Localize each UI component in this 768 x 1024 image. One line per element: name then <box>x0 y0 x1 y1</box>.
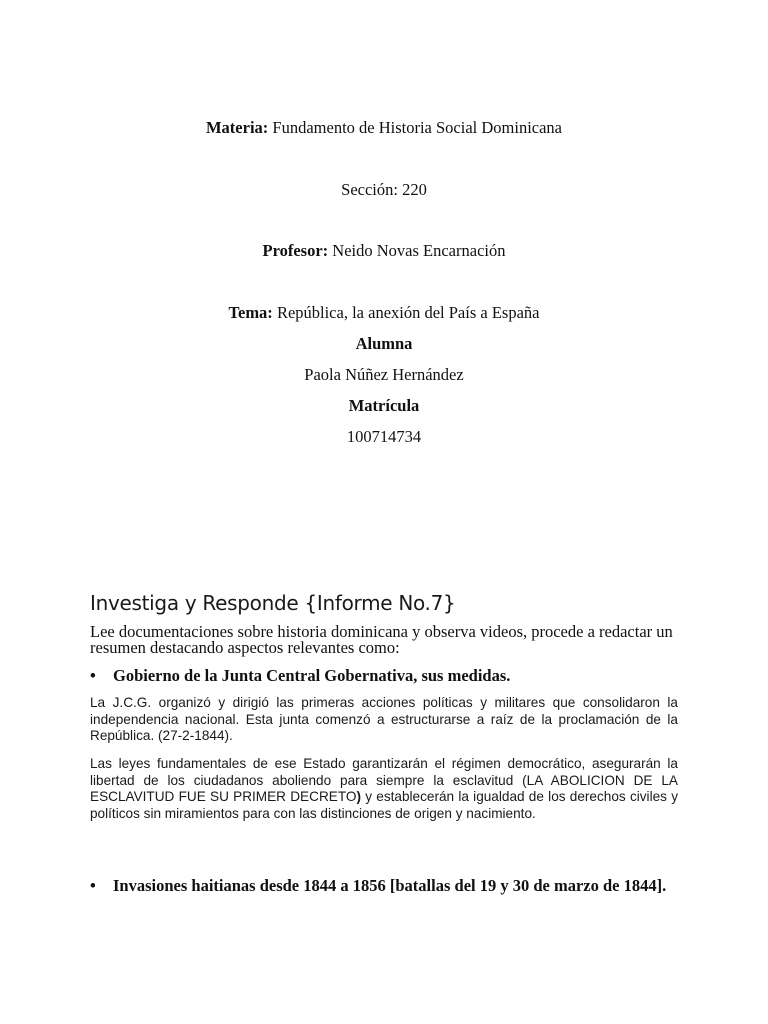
alumna-value: Paola Núñez Hernández <box>304 365 464 384</box>
paragraph-leyes <box>90 756 678 822</box>
paragraph-leyes-paren: ) <box>356 789 361 804</box>
paragraph-leyes-part1: Las leyes fundamentales de ese Estado garantizarán el régimen democrático, asegurarán la libertad de los ciudadanos aboliendo para siempre la esclavitud ( <box>90 756 678 788</box>
bullet-text: Gobierno de la Junta Central Gobernativa, sus medidas. <box>113 666 511 685</box>
profesor-label: Profesor: <box>262 241 329 260</box>
tema-label: Tema: <box>228 303 273 322</box>
matricula-label: Matrícula <box>348 396 420 415</box>
section-heading: Investiga y Responde {Informe No.7} <box>90 591 456 615</box>
paragraph-leyes-part2: y establecerán la igualdad de los derechos civiles y políticos sin miramientos para con las distinciones de origen y nacimiento. <box>90 789 678 821</box>
bullet-junta-central <box>90 667 680 684</box>
bullet-symbol: • <box>90 666 96 685</box>
profesor-line <box>0 241 768 261</box>
bullet-symbol: • <box>90 876 96 895</box>
materia-label: Materia: <box>205 118 269 137</box>
bullet-text: Invasiones haitianas desde 1844 a 1856 [batallas del 19 y 30 de marzo de 1844]. <box>113 876 667 895</box>
tema-line <box>0 303 768 323</box>
section-intro: Lee documentaciones sobre historia dominicana y observa videos, procede a redactar un resumen destacando aspectos relevantes como: <box>90 622 673 657</box>
materia-value: Fundamento de Historia Social Dominicana <box>272 118 563 137</box>
bullet-invasiones <box>90 877 680 894</box>
materia-line <box>0 118 768 138</box>
alumna-label: Alumna <box>355 334 413 353</box>
matricula-value: 100714734 <box>346 427 422 446</box>
seccion-line: Sección: 220 <box>341 180 427 199</box>
tema-value: República, la anexión del País a España <box>276 303 540 322</box>
paragraph-leyes-emphasis: LA ABOLICION DE LA ESCLAVITUD FUE SU PRIMER DECRETO <box>90 772 678 804</box>
paragraph-jcg: La J.C.G. organizó y dirigió las primeras acciones políticas y militares que consolidaron la independencia nacional. Esta junta comenzó a estructurarse a raíz de la proclamación de la República. (27-2-1844). <box>90 695 678 743</box>
profesor-value: Neido Novas Encarnación <box>332 241 506 260</box>
